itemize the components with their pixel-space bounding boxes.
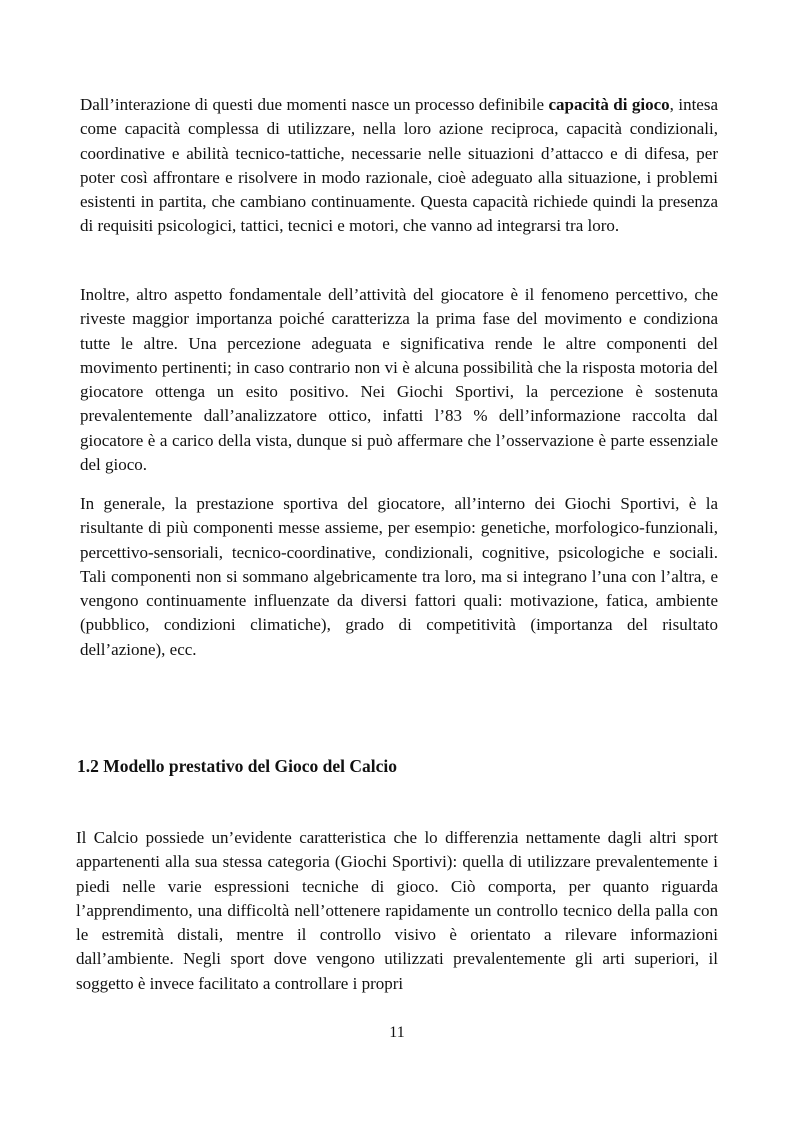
page-number: 11 xyxy=(389,1024,405,1041)
section-heading: 1.2 Modello prestativo del Gioco del Calcio xyxy=(77,756,397,776)
paragraph-prestazione-sportiva: In generale, la prestazione sportiva del giocatore, all’interno dei Giochi Sportivi, è la risultante di più componenti messe assieme, per esempio: genetiche, morfologico-funzionali, percettivo-sensoriali, tecnico-coordinative, condizionali, cognitive, psicologiche e sociali. Tali componenti non si sommano algebricamente tra loro, ma si integrano l’una con l’altra, e vengono continuamente influenzate da diversi fattori quali: motivazione, fatica, ambiente (pubblico, condizioni climatiche), grado di competitività (importanza del risultato dell’azione), ecc. xyxy=(80,494,718,659)
paragraph1-text-after: , intesa come capacità complessa di utilizzare, nella loro azione reciproca, capacità condizionali, coordinative e abilità tecnico-tattiche, necessarie nelle situazioni d’attacco e di difesa, per poter così affrontare e risolvere in modo razionale, cioè adeguato alla situazione, i problemi esistenti in partita, che cambiano continuamente. Questa capacità richiede quindi la presenza di requisiti psicologici, tattici, tecnici e motori, che vanno ad integrarsi tra loro. xyxy=(80,95,718,236)
paragraph-capacita-di-gioco xyxy=(80,93,718,239)
paragraph-fenomeno-percettivo: Inoltre, altro aspetto fondamentale dell’attività del giocatore è il fenomeno percettivo, che riveste maggior importanza poiché caratterizza la prima fase del movimento e condiziona tutte le altre. Una percezione adeguata e significativa rende le altre componenti del movimento pertinenti; in caso contrario non vi è alcuna possibilità che la risposta motoria del giocatore ottenga un esito positivo. Nei Giochi Sportivi, la percezione è sostenuta prevalentemente dall’analizzatore ottico, infatti l’83 % dell’informazione raccolta dal giocatore è a carico della vista, dunque si può affermare che l’osservazione è parte essenziale del gioco. xyxy=(80,285,718,475)
paragraph-calcio: Il Calcio possiede un’evidente caratteristica che lo differenzia nettamente dagli altri sport appartenenti alla sua stessa categoria (Giochi Sportivi): quella di utilizzare prevalentemente i piedi nelle varie espressioni tecniche di gioco. Ciò comporta, per quanto riguarda l’apprendimento, una difficoltà nell’ottenere rapidamente un controllo tecnico della palla con le estremità distali, mentre il controllo visivo è orientato a rilevare informazioni dall’ambiente. Negli sport dove vengono utilizzati prevalentemente gli arti superiori, il soggetto è invece facilitato a controllare i propri xyxy=(76,828,718,993)
bold-term-capacita-di-gioco: capacità di gioco xyxy=(548,95,670,114)
paragraph1-text-before: Dall’interazione di questi due momenti nasce un processo definibile xyxy=(80,95,549,114)
